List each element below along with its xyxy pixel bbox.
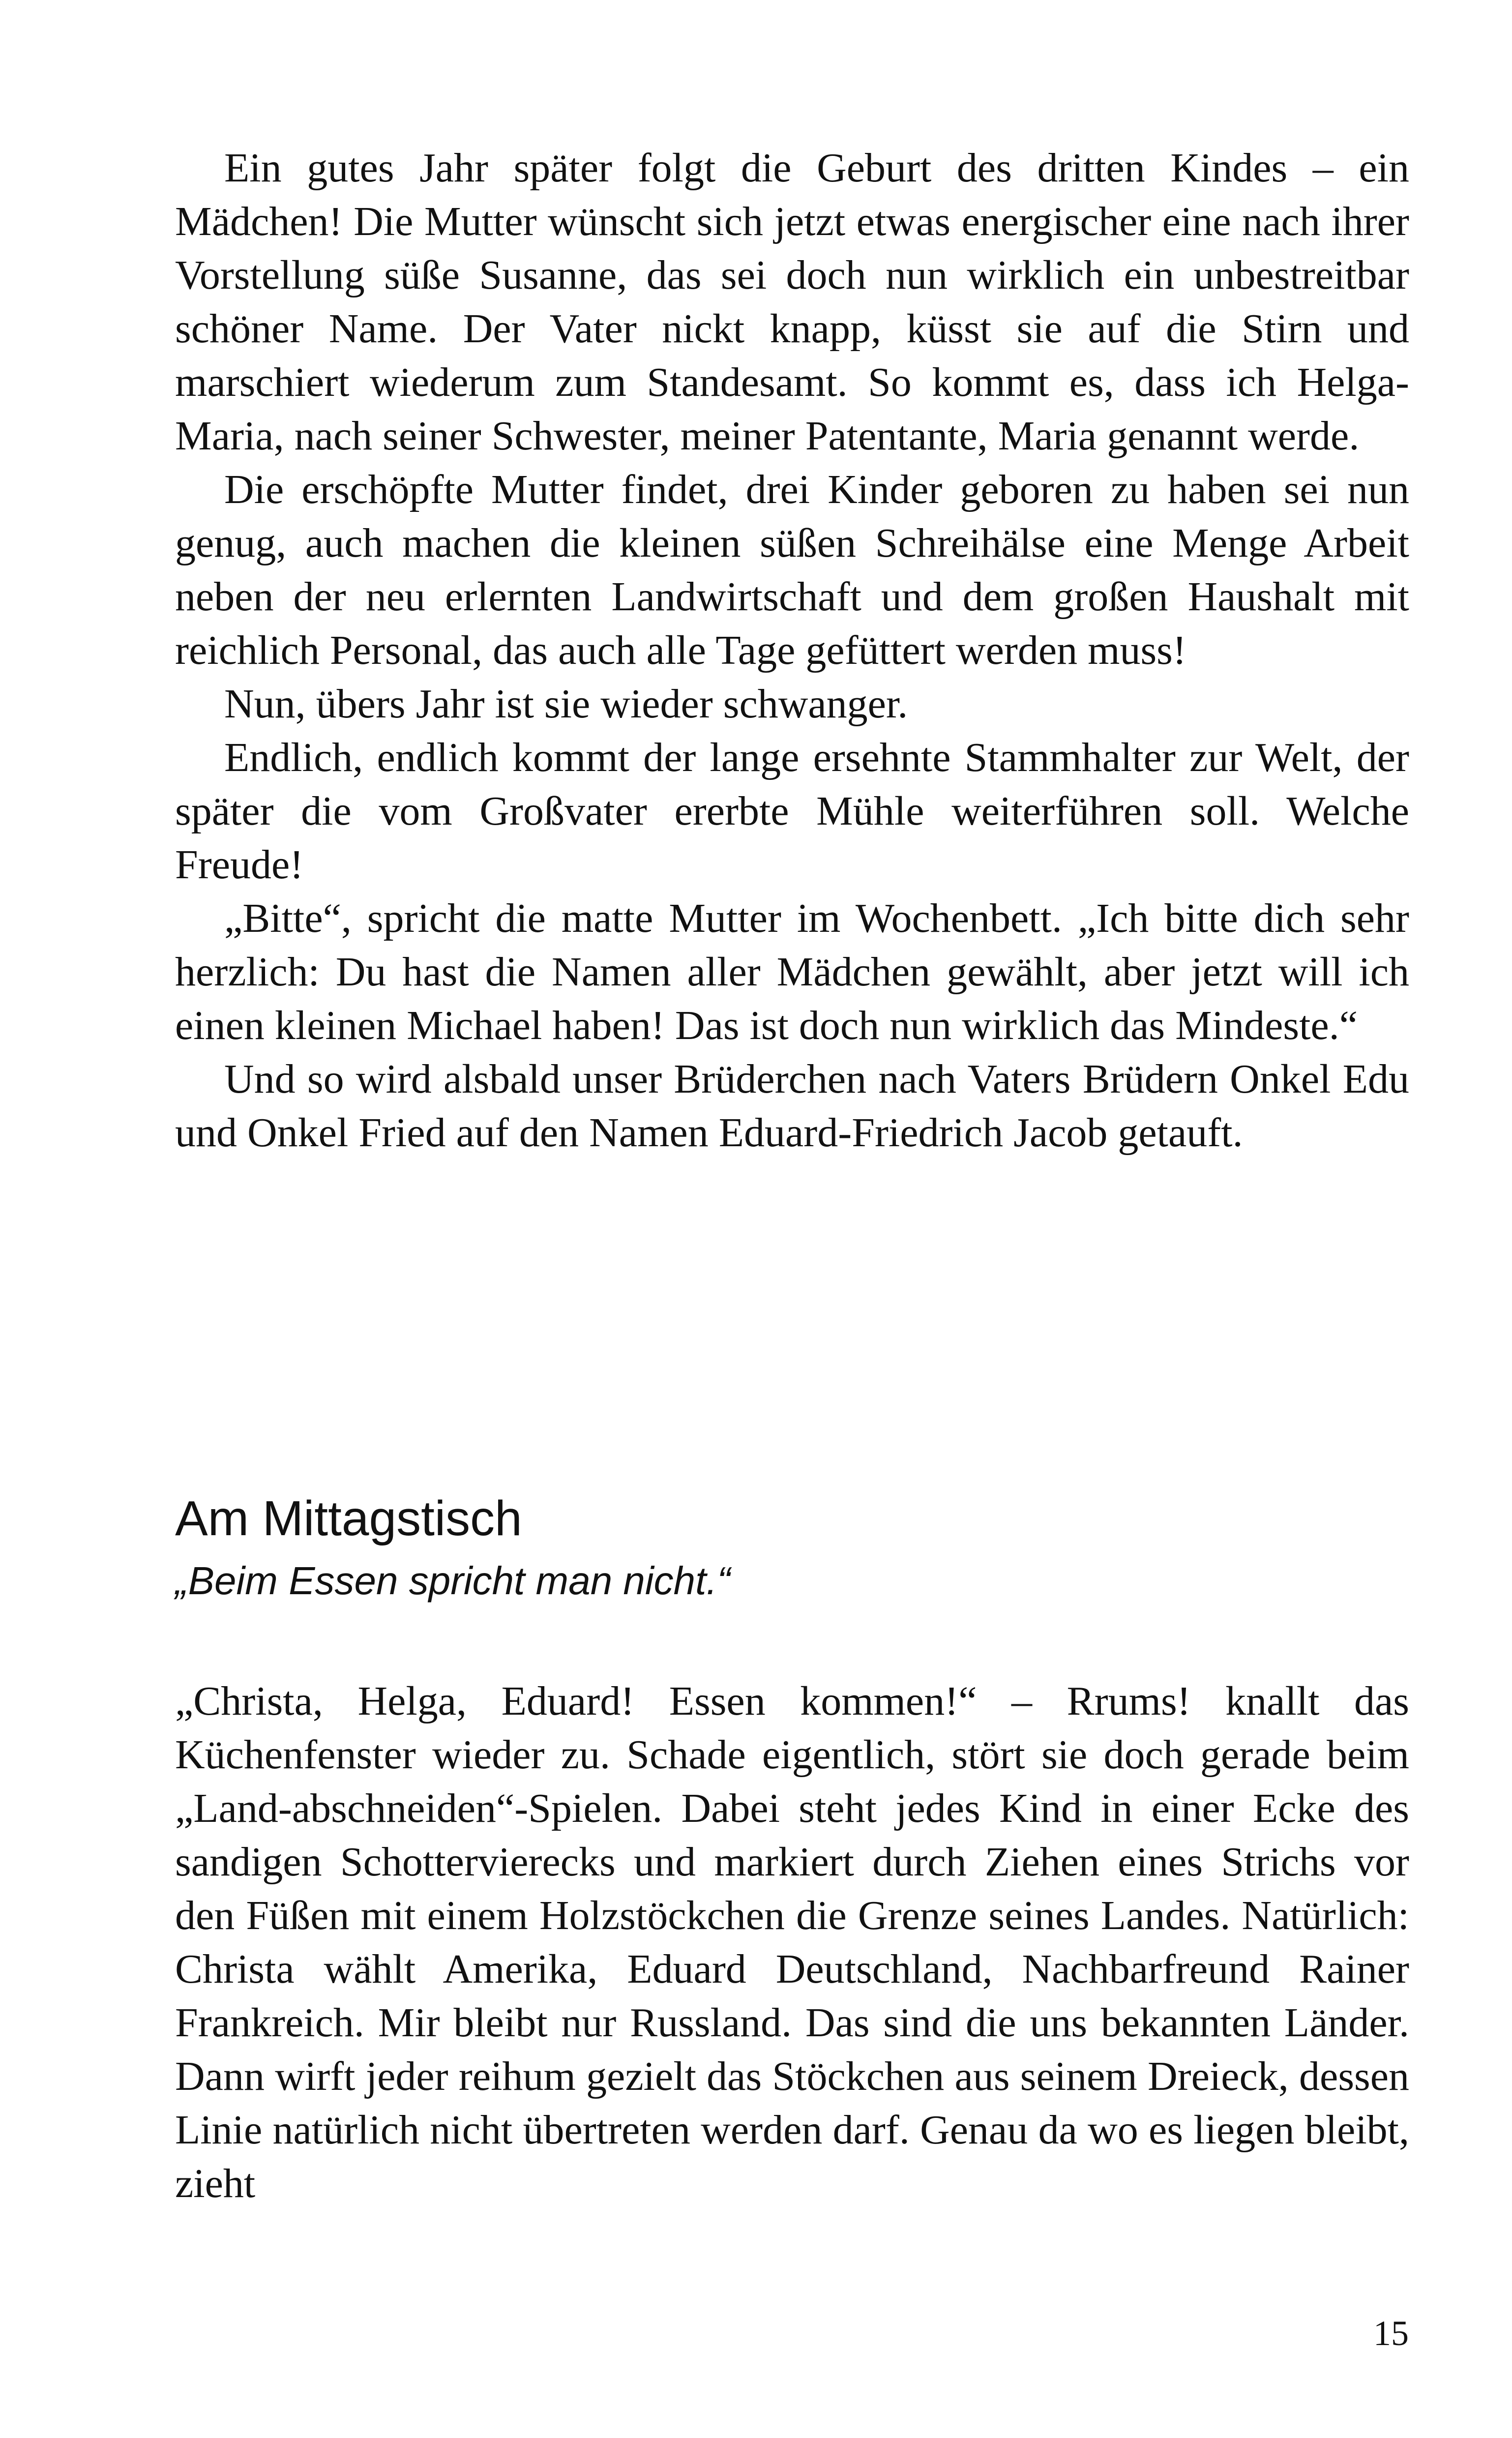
page-number: 15 xyxy=(1373,2314,1409,2353)
paragraph: „Christa, Helga, Eduard! Essen kommen!“ – Rrums! knallt das Küchenfenster wieder zu. Schade eigentlich, stört sie doch gerade beim „Land-abschneiden“-Spielen. Dabei steht jedes Kind in einer Ecke des sandigen Schottervierecks und markiert durch Ziehen eines Strichs vor den Füßen mit einem Holzstöckchen die Grenze seines Landes. Natürlich: Christa wählt Amerika, Eduard Deutschland, Nachbarfreund Rainer Frankreich. Mir bleibt nur Russland. Das sind die uns bekannten Länder. Dann wirft jeder reihum gezielt das Stöckchen aus seinem Dreieck, dessen Linie natürlich nicht übertreten werden darf. Genau da wo es liegen bleibt, zieht xyxy=(175,1678,1409,2206)
paragraph: „Bitte“, spricht die matte Mutter im Wochenbett. „Ich bitte dich sehr herzlich: Du hast die Namen aller Mädchen gewählt, aber jetzt will ich einen kleinen Michael haben! Das ist doch nun wirklich das Mindeste.“ xyxy=(175,895,1409,1048)
chapter-epigraph: „Beim Essen spricht man nicht.“ xyxy=(175,1559,731,1603)
paragraph: Endlich, endlich kommt der lange ersehnte Stammhalter zur Welt, der später die vom Großvater ererbte Mühle weiterführen soll. Welche Freude! xyxy=(175,735,1409,888)
paragraph: Ein gutes Jahr später folgt die Geburt des dritten Kindes – ein Mädchen! Die Mutter wünscht sich jetzt etwas energischer eine nach ihrer Vorstellung süße Susanne, das sei doch nun wirklich ein unbestreitbar schöner Name. Der Vater nickt knapp, küsst sie auf die Stirn und marschiert wiederum zum Standesamt. So kommt es, dass ich Helga-Maria, nach seiner Schwester, meiner Patentante, Maria genannt werde. xyxy=(175,145,1409,459)
chapter-title: Am Mittagstisch xyxy=(175,1491,522,1546)
paragraph: Und so wird alsbald unser Brüderchen nach Vaters Brüdern Onkel Edu und Onkel Fried auf den Namen Eduard-Friedrich Jacob getauft. xyxy=(175,1056,1409,1156)
body-text-section-1 xyxy=(175,141,1409,1160)
body-text-section-2 xyxy=(175,1674,1409,2210)
paragraph: Die erschöpfte Mutter findet, drei Kinder geboren zu haben sei nun genug, auch machen die kleinen süßen Schreihälse eine Menge Arbeit neben der neu erlernten Landwirtschaft und dem großen Haushalt mit reichlich Personal, das auch alle Tage gefüttert werden muss! xyxy=(175,467,1409,673)
paragraph: Nun, übers Jahr ist sie wieder schwanger. xyxy=(224,681,908,727)
